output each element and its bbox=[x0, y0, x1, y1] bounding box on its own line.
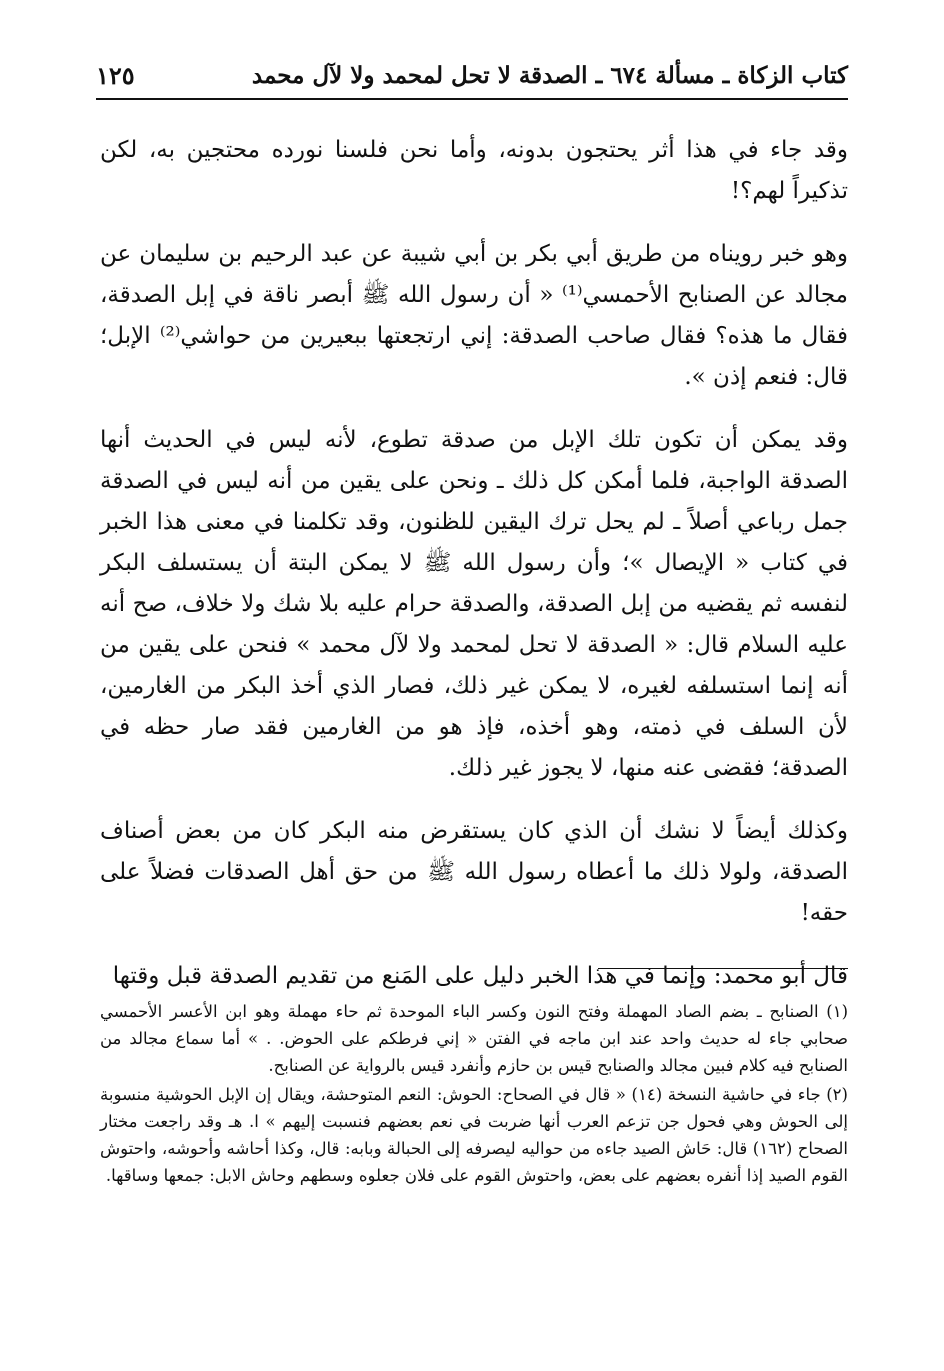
main-text bbox=[100, 130, 848, 1019]
paragraph-4: وكذلك أيضاً لا نشك أن الذي كان يستقرض منه البكر كان من بعض أصناف الصدقة، ولولا ذلك ما أعطاه رسول الله ﷺ من حق أهل الصدقات فضلاً على حقه! bbox=[100, 818, 848, 926]
footnote-separator bbox=[598, 968, 848, 969]
paragraph-1: وقد جاء في هذا أثر يحتجون بدونه، وأما نحن فلسنا نورده محتجين به، لكن تذكيراً لهم؟! bbox=[100, 137, 848, 204]
running-header bbox=[96, 52, 848, 100]
footnotes bbox=[100, 998, 848, 1191]
running-title: كتاب الزكاة ـ مسألة ٦٧٤ ـ الصدقة لا تحل لمحمد ولا لآل محمد bbox=[251, 61, 848, 89]
footnote-1: (١) الصنابح ـ بضم الصاد المهملة وفتح النون وكسر الباء الموحدة ثم حاء مهملة وهو ابن الأعسر الأحمسي صحابي جاء له حديث واحد عند ابن ماجه في الفتن « إني فرطكم على الحوض. . » أما سماع مجالد من الصنابح فيه كلام فبين مجالد والصنابح قيس بن حازم وأنفرد قيس بالرواية عن الصنابح. bbox=[100, 1002, 848, 1075]
paragraph-2: وهو خبر رويناه من طريق أبي بكر بن أبي شيبة عن عبد الرحيم بن سليمان عن مجالد عن الصنابح الأحمسي⁽¹⁾ « أن رسول الله ﷺ أبصر ناقة في إبل الصدقة، فقال ما هذه؟ فقال صاحب الصدقة: إني ارتجعتها ببعيرين من حواشي⁽²⁾ الإبل؛ قال: فنعم إذن ». bbox=[100, 241, 848, 390]
footnote-2: (٢) جاء في حاشية النسخة (١٤) « قال في الصحاح: الحوش: النعم المتوحشة، ويقال إن الإبل الحوشية منسوبة إلى الحوش وهي فحول جن تزعم العرب أنها ضربت في نعم بعضهم فنسبت إليهم » ا. هـ وقد راجعت مختار الصحاح (١٦٢) قال: حَاش الصيد جاءه من حواليه ليصرفه إلى الحبالة وبابه: قال، وكذا أحاشه وأحوشه، واحتوش القوم الصيد إذا أنفره بعضهم على بعض، واحتوش القوم على فلان جعلوه وسطهم وحاش الابل: جمعها وساقها. bbox=[100, 1085, 848, 1185]
paragraph-3: وقد يمكن أن تكون تلك الإبل من صدقة تطوع، لأنه ليس في الحديث أنها الصدقة الواجبة، فلما أمكن كل ذلك ـ ونحن على يقين من أنه ليس في الصدقة جمل رباعي أصلاً ـ لم يحل ترك اليقين للظنون، وقد تكلمنا في معنى هذا الخبر في كتاب « الإيصال »؛ وأن رسول الله ﷺ لا يمكن البتة أن يستسلف البكر لنفسه ثم يقضيه من إبل الصدقة، والصدقة حرام عليه بلا شك ولا خلاف، صح أنه عليه السلام قال: « الصدقة لا تحل لمحمد ولا لآل محمد » فنحن على يقين من أنه إنما استسلفه لغيره، لا يمكن غير ذلك، فصار الذي أخذ البكر من الغارمين، لأن السلف في ذمته، وهو أخذه، فإذ هو من الغارمين فقد صار حظه في الصدقة؛ فقضى عنه منها، لا يجوز غير ذلك. bbox=[100, 427, 848, 781]
paragraph-5: قال أبو محمد: وإنما في هذا الخبر دليل على المَنع من تقديم الصدقة قبل وقتها bbox=[112, 963, 848, 989]
page-number: ١٢٥ bbox=[96, 60, 135, 90]
